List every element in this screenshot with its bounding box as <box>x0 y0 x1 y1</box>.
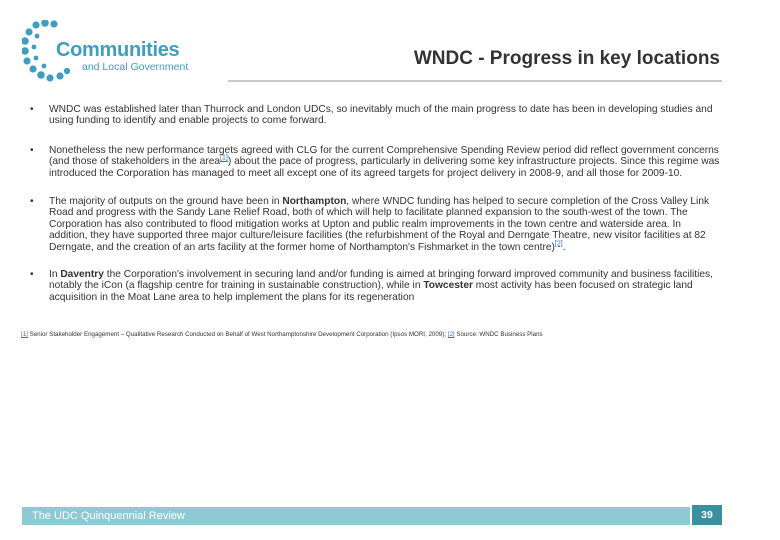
bullet-text: The majority of outputs on the ground have been in <box>49 196 283 208</box>
logo-subtitle: and Local Government <box>82 61 189 73</box>
bullet-icon: • <box>30 196 34 208</box>
footnote-ref-link[interactable]: [2] <box>554 240 563 248</box>
bullet-item <box>30 145 722 179</box>
footer-title: The UDC Quinquennial Review <box>32 510 185 522</box>
bullet-list <box>30 104 722 303</box>
page-number-badge: 39 <box>692 505 722 525</box>
bullet-text: , where WNDC funding has helped to secure completion of the Cross Valley Link Road and progress with the Sandy Lane Relief Road, both of which will help to facilitate planned expansion to the south-west of the town. The Corporation has also contributed to flood mitigation works at Upton and public realm improvements in the town centre and waterside area. In addition, they have supported three major culture/leisure facilities (the refurbishment of the Royal and Derngate Theatre, new visitor facilities at 82 Derngate, and the creation of an arts facility at the former home of Northampton's Fishmarket in the town centre) <box>49 196 710 253</box>
communities-logo <box>22 20 212 84</box>
bullet-icon: • <box>30 269 34 281</box>
footnotes <box>21 331 543 338</box>
bullet-text: most activity has been focused on strategic land acquisition in the Moat Lane area to help implement the plans for its regeneration <box>49 280 693 303</box>
bullet-text: WNDC was established later than Thurrock and London UDCs, so inevitably much of the main progress to date has been in developing studies and using funding to identify and enable projects to come forward. <box>49 104 713 127</box>
footnote-2-link[interactable]: [2] <box>447 331 455 338</box>
bullet-text: the Corporation's involvement in securing land and/or funding is aimed at bringing forward improved community and business facilities, notably the iCon (a flagship centre for training in sustainable construction), while in <box>49 269 713 292</box>
bullet-text: ) about the pace of progress, particularly in delivering some key infrastructure projects. Since this regime was introduced the Corporation has managed to meet all except one of its agreed targets for project delivery in 2008-9, and all those for 2009-10. <box>49 156 720 179</box>
location-name: Daventry <box>60 269 104 281</box>
bullet-icon: • <box>30 104 34 115</box>
bullet-text: . <box>562 241 566 253</box>
page-title: WNDC - Progress in key locations <box>413 48 720 69</box>
bullet-text: Nonetheless the new performance targets agreed with CLG for the current Comprehensive Spending Review period did reflect government concerns (and those of stakeholders in the area <box>49 144 719 168</box>
bullet-item <box>30 269 722 303</box>
location-name: Northampton <box>282 196 347 208</box>
logo-name: Communities <box>56 39 180 61</box>
title-divider <box>228 80 722 82</box>
bullet-icon: • <box>30 144 34 156</box>
footnote-2-text: Source: WNDC Business Plans <box>454 331 543 338</box>
footer-bar <box>22 507 690 525</box>
footnote-ref-link[interactable]: [1] <box>220 154 228 162</box>
location-name: Towcester <box>423 280 473 292</box>
bullet-item <box>30 104 722 127</box>
footnote-1-link[interactable]: [1] <box>21 331 28 338</box>
bullet-text: In <box>49 269 61 281</box>
footnote-1-text: Senior Stakeholder Engagement – Qualitative Research Conducted on Behalf of West Northamptonshire Development Corporation (Ipsos MORI, 2009); <box>27 331 448 338</box>
bullet-item <box>30 196 722 253</box>
